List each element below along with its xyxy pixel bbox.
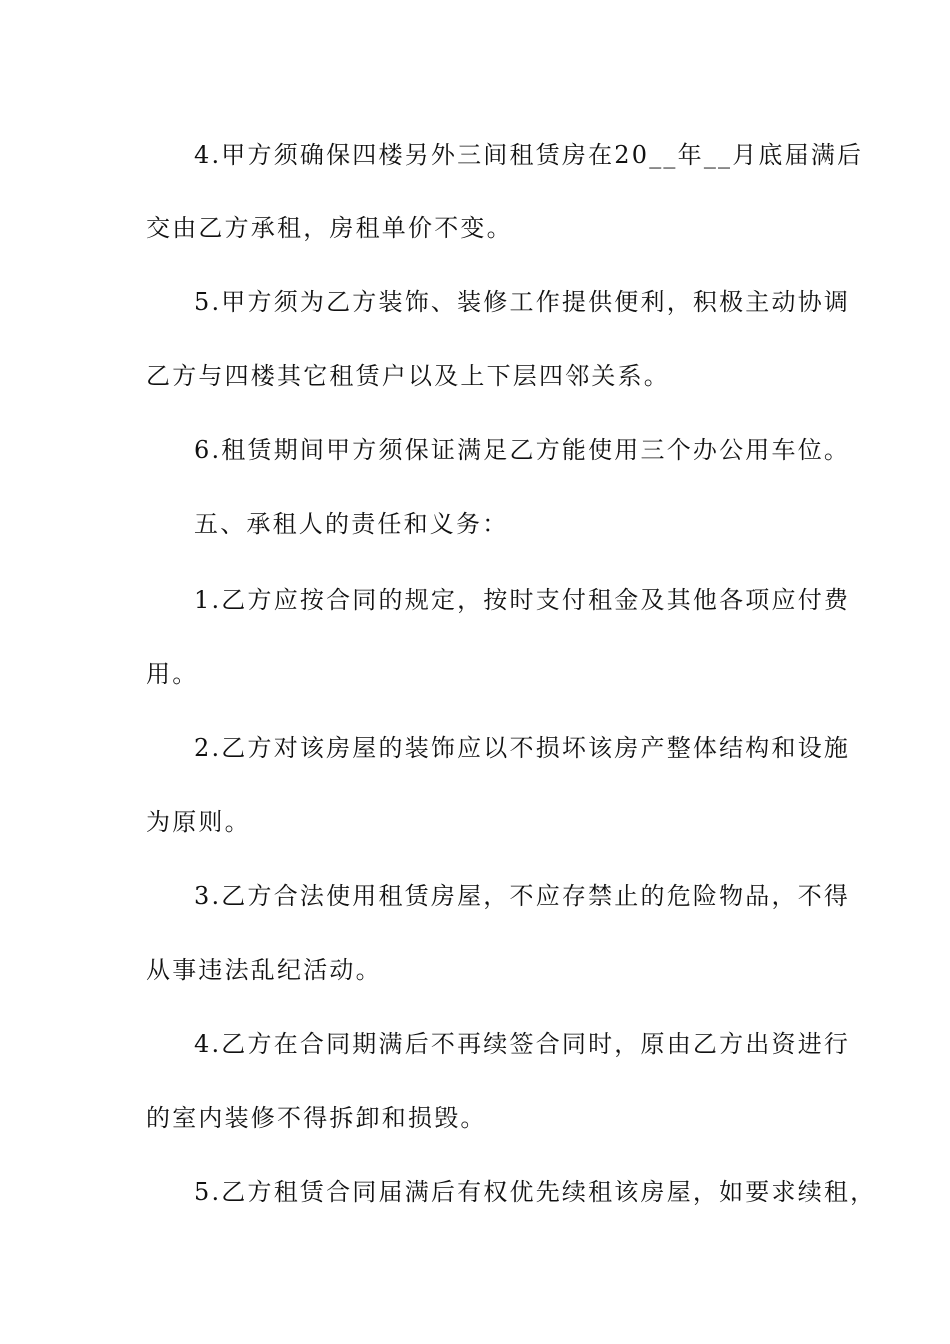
paragraph-line: 用。 xyxy=(146,660,199,688)
paragraph-line: 1.乙方应按合同的规定，按时支付租金及其他各项应付费 xyxy=(194,586,851,614)
paragraph-line: 2.乙方对该房屋的装饰应以不损坏该房产整体结构和设施 xyxy=(194,734,851,762)
paragraph-line: 5.甲方须为乙方装饰、装修工作提供便利，积极主动协调 xyxy=(194,288,851,316)
paragraph-line: 4.甲方须确保四楼另外三间租赁房在20__年__月底届满后 xyxy=(194,141,864,169)
paragraph-line: 的室内装修不得拆卸和损毁。 xyxy=(146,1104,487,1132)
paragraph-line: 6.租赁期间甲方须保证满足乙方能使用三个办公用车位。 xyxy=(194,436,851,464)
paragraph-line: 3.乙方合法使用租赁房屋，不应存禁止的危险物品，不得 xyxy=(194,882,851,910)
section-heading: 五、承租人的责任和义务： xyxy=(194,510,509,538)
paragraph-line: 5.乙方租赁合同届满后有权优先续租该房屋，如要求续租， xyxy=(194,1178,877,1206)
paragraph-line: 为原则。 xyxy=(146,808,251,836)
paragraph-line: 交由乙方承租，房租单价不变。 xyxy=(146,214,513,242)
paragraph-line: 从事违法乱纪活动。 xyxy=(146,956,382,984)
paragraph-line: 4.乙方在合同期满后不再续签合同时，原由乙方出资进行 xyxy=(194,1030,851,1058)
paragraph-line: 乙方与四楼其它租赁户以及上下层四邻关系。 xyxy=(146,362,670,390)
